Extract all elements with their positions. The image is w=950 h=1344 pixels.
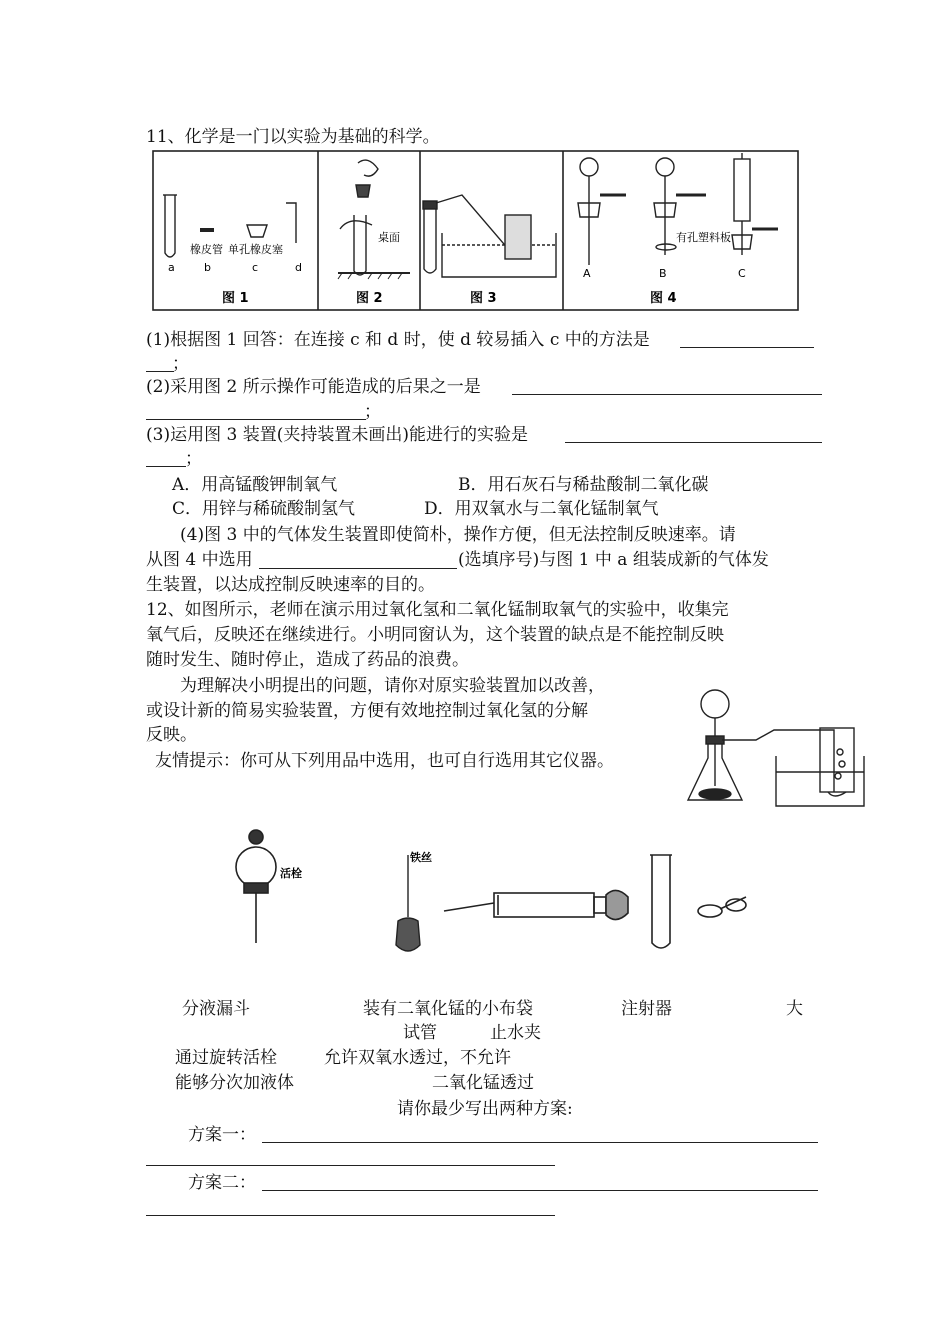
q11-part4-line2b: (选填序号)与图 1 中 a 组装成新的气体发 [458, 550, 769, 570]
q11-part2-blank[interactable] [512, 394, 822, 395]
fig4-label-board: 有孔塑料板 [676, 231, 731, 244]
fig1-label-stopper: 单孔橡皮塞 [228, 243, 283, 256]
desc-bag-line1: 允许双氧水透过，不允许 [324, 1048, 511, 1068]
desc-funnel-line1: 通过旋转活栓 [175, 1048, 277, 1068]
q11-option-c: C．用锌与稀硫酸制氢气 [172, 499, 356, 519]
item-separatory-funnel: 分液漏斗 [182, 999, 250, 1019]
q12-line5: 或设计新的简易实验装置，方便有效地控制过氧化氢的分解 [146, 701, 588, 721]
separatory-funnel-drawing [236, 830, 276, 943]
q11-part3: (3)运用图 3 装置(夹持装置未画出)能进行的实验是 [146, 425, 528, 445]
fig4-caption: 图 4 [650, 291, 677, 306]
item-manganese-bag: 装有二氧化锰的小布袋 [363, 999, 533, 1019]
q11-part4-line2a: 从图 4 中选用 [146, 550, 253, 570]
q12-apparatus-figure [682, 682, 872, 812]
q11-part3-blank-cont[interactable] [146, 466, 186, 467]
q11-option-d: D．用双氧水与二氧化锰制氧气 [424, 499, 659, 519]
q12-hint: 友情提示：你可从下列用品中选用，也可自行选用其它仪器。 [155, 751, 614, 771]
q11-title: 11、化学是一门以实验为基础的科学。 [146, 127, 440, 147]
desc-bag-line2: 二氧化锰透过 [432, 1073, 534, 1093]
item-large: 大 [786, 999, 803, 1019]
plan2-label: 方案二： [188, 1173, 256, 1193]
fig2-caption: 图 2 [356, 291, 383, 306]
q12-line2: 氧气后，反映还在继续进行。小明同窗认为，这个装置的缺点是不能控制反映 [146, 625, 724, 645]
q11-part4-line1: (4)图 3 中的气体发生装置即使简朴，操作方便，但无法控制反映速率。请 [180, 525, 736, 545]
q11-part3-blank[interactable] [565, 442, 822, 443]
fig1-label-b: b [204, 261, 211, 274]
fig1-caption: 图 1 [222, 291, 249, 306]
q12-line1: 12、如图所示，老师在演示用过氧化氢和二氧化锰制取氧气的实验中，收集完 [146, 600, 729, 620]
fig1-label-d: d [295, 261, 302, 274]
q11-part4-line3: 生装置，以达成控制反映速率的目的。 [146, 575, 435, 595]
fig3-caption: 图 3 [470, 291, 497, 306]
pinch-clamp-drawing [698, 897, 746, 917]
label-valve: 活栓 [280, 867, 302, 880]
q11-part3-end: ； [185, 449, 202, 469]
plan1-answer-line2[interactable] [146, 1165, 555, 1166]
plan1-answer-line1[interactable] [262, 1142, 818, 1143]
test-tube-drawing [650, 855, 672, 948]
plan2-answer-line2[interactable] [146, 1215, 555, 1216]
q12-prompt: 请你最少写出两种方案: [397, 1099, 573, 1119]
fig3-drawing [423, 195, 556, 277]
q12-items-figure [0, 825, 950, 965]
plan1-label: 方案一： [188, 1125, 256, 1145]
item-pinch-clamp: 止水夹 [490, 1023, 541, 1043]
q12-line6: 反映。 [146, 725, 197, 745]
q11-option-b: B．用石灰石与稀盐酸制二氧化碳 [458, 475, 709, 495]
fig1-label-c: c [252, 261, 259, 274]
q11-part1-blank[interactable] [680, 347, 814, 348]
q11-part1-end: ； [172, 354, 189, 374]
q11-part1: (1)根据图 1 回答：在连接 c 和 d 时，使 d 较易插入 c 中的方法是 [146, 330, 650, 350]
plan2-answer-line1[interactable] [262, 1190, 818, 1191]
q12-line3: 随时发生、随时停止，造成了药品的浪费。 [146, 650, 469, 670]
q11-part4-blank[interactable] [259, 568, 457, 569]
item-test-tube: 试管 [403, 1023, 437, 1043]
manganese-bag-drawing [396, 855, 420, 951]
item-syringe: 注射器 [621, 999, 672, 1019]
q11-part1-blank-cont[interactable] [146, 371, 174, 372]
q11-part2: (2)采用图 2 所示操作可能造成的后果之一是 [146, 377, 481, 397]
fig2-drawing [338, 160, 410, 279]
syringe-drawing [444, 890, 628, 919]
fig2-label-desk: 桌面 [378, 231, 400, 244]
q11-option-a: A．用高锰酸钾制氧气 [172, 475, 338, 495]
fig4-label-b: B [659, 267, 667, 280]
fig4-drawing [578, 153, 778, 265]
fig4-label-c: C [738, 267, 746, 280]
fig1-label-rubber-tube: 橡皮管 [190, 243, 223, 256]
fig1-label-a: a [168, 261, 175, 274]
q11-part2-end: ； [364, 402, 381, 422]
label-wire: 铁丝 [410, 851, 432, 864]
fig4-label-a: A [583, 267, 591, 280]
q12-line4: 为理解决小明提出的问题，请你对原实验装置加以改善， [180, 676, 605, 696]
q11-part2-blank-cont[interactable] [146, 419, 366, 420]
q11-figure-strip [0, 145, 950, 315]
desc-funnel-line2: 能够分次加液体 [175, 1073, 294, 1093]
